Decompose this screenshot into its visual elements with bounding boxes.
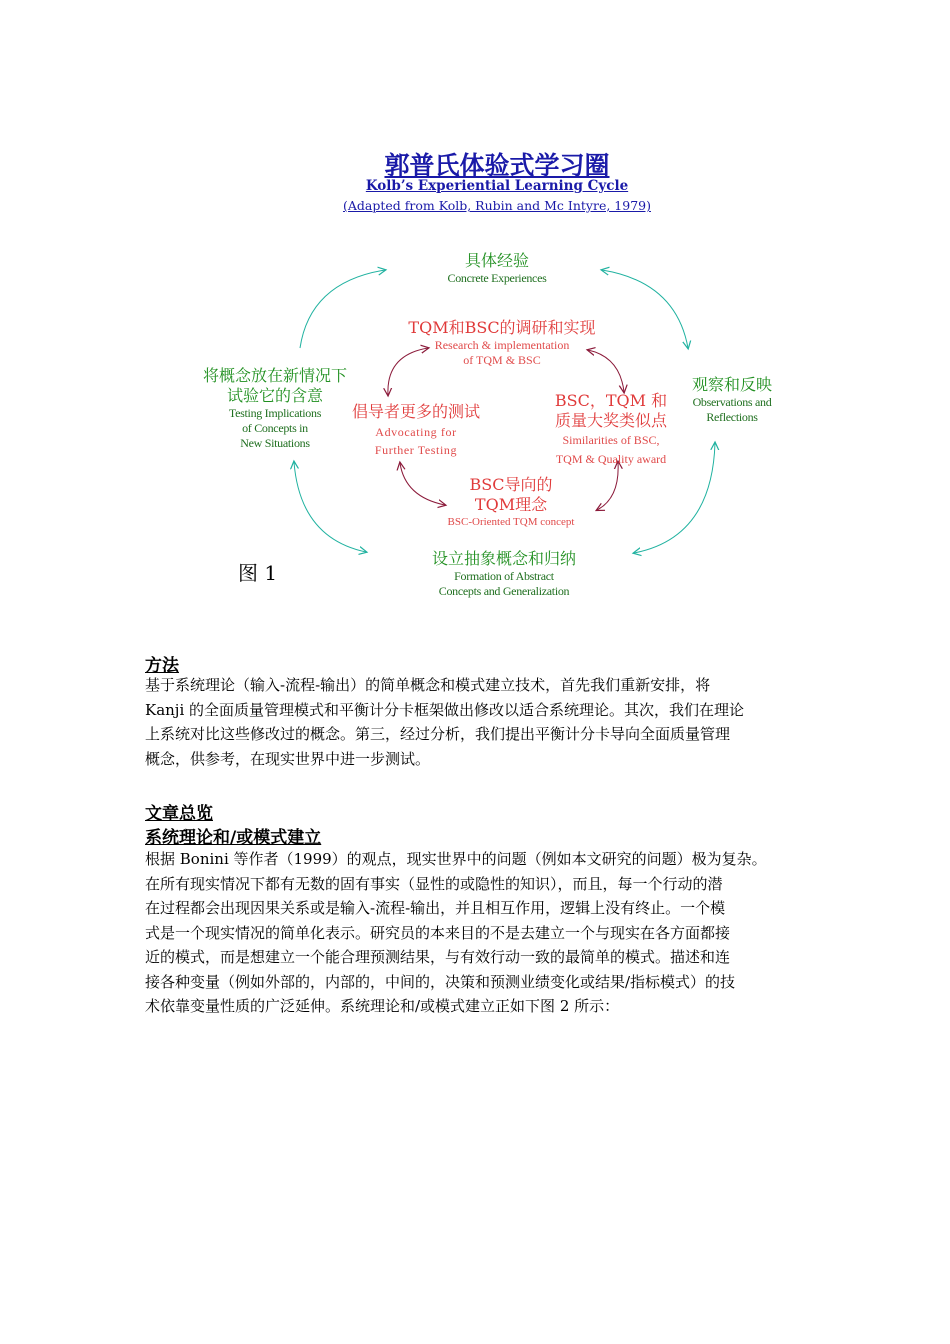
paragraph-line: 概念，供参考，在现实世界中进一步测试。 xyxy=(145,749,431,768)
node-label-en: Concrete Experiences xyxy=(447,271,547,285)
node-advocating-testing xyxy=(338,401,494,459)
node-similarities xyxy=(548,391,674,469)
paragraph-line: Kanji 的全面质量管理模式和平衡计分卡框架做出修改以适合系统理论。其次，我们在理论 xyxy=(145,700,745,719)
node-label-cn: TQM和BSC的调研和实现 xyxy=(408,318,596,337)
paragraph-line: 近的模式，而是想建立一个能合理预测结果，与有效行动一致的最简单的模式。描述和连 xyxy=(145,948,731,966)
figure-label: 图 1 xyxy=(238,561,278,585)
outer-arrow-bottom-left xyxy=(294,462,366,552)
node-label-en-2: of Concepts in xyxy=(242,421,308,435)
outer-arrow-top-left xyxy=(300,270,385,348)
node-abstract-concepts xyxy=(394,549,614,599)
node-label-en-1: Similarities of BSC, xyxy=(562,433,660,447)
paragraph-line: 上系统对比这些修改过的概念。第三，经过分析，我们提出平衡计分卡导向全面质量管理 xyxy=(145,725,731,743)
node-label-cn: 观察和反映 xyxy=(691,375,772,394)
paragraph-line: 在过程都会出现因果关系或是输入-流程-输出，并且相互作用，逻辑上没有终止。一个模 xyxy=(145,899,726,917)
node-label-en-1: Research & implementation xyxy=(434,338,570,352)
node-research-implementation xyxy=(392,318,612,368)
node-label-cn-1: 将概念放在新情况下 xyxy=(202,366,347,385)
node-observations-reflections xyxy=(662,375,802,425)
node-label-en-3: New Situations xyxy=(240,436,310,450)
node-label-en-2: Reflections xyxy=(706,410,758,424)
node-label-cn: 具体经验 xyxy=(464,251,529,270)
outer-arrow-top-right xyxy=(602,270,688,348)
figure-title-en: Kolb’s Experiential Learning Cycle xyxy=(365,178,629,194)
node-label-en-1: Advocating for xyxy=(375,425,457,439)
paragraph-line: 式是一个现实情况的简单化表示。研究员的本来目的不是去建立一个与现实在各方面都接 xyxy=(145,923,731,942)
node-label-cn-2: 试验它的含意 xyxy=(226,386,323,405)
paragraph-line: 根据 Bonini 等作者（1999）的观点，现实世界中的问题（例如本文研究的问题）极为复杂。 xyxy=(145,850,767,868)
node-label-en-1: Observations and xyxy=(692,395,772,409)
paragraph-method xyxy=(145,673,810,771)
node-label-en-2: Further Testing xyxy=(374,443,458,457)
section-heading-method: 方法 xyxy=(145,656,179,676)
section-subheading-systems-theory: 系统理论和/或模式建立 xyxy=(145,828,322,848)
node-label-en-2: Concepts and Generalization xyxy=(438,584,570,598)
paragraph-systems-theory xyxy=(145,847,810,1019)
section-heading-overview: 文章总览 xyxy=(145,804,213,824)
paragraph-line: 接各种变量（例如外部的，内部的，中间的，决策和预测业绩变化或结果/指标模式）的技 xyxy=(145,972,736,991)
node-label-cn: 倡导者更多的测试 xyxy=(351,402,480,421)
node-bsc-oriented-tqm xyxy=(421,475,601,530)
node-label-en: BSC-Oriented TQM concept xyxy=(447,516,575,528)
node-label-en-2: TQM & Quality award xyxy=(555,452,667,466)
figure-title-cn: 郭普氏体验式学习圈 xyxy=(384,151,610,180)
paragraph-line: 在所有现实情况下都有无数的固有事实（显性的或隐性的知识），而且，每一个行动的潜 xyxy=(145,874,723,893)
node-label-cn-2: 质量大奖类似点 xyxy=(554,411,667,430)
figure-source: (Adapted from Kolb, Rubin and Mc Intyre, 1979) xyxy=(342,198,651,213)
node-label-cn-2: TQM理念 xyxy=(474,495,548,514)
paragraph-line: 术依靠变量性质的广泛延伸。系统理论和/或模式建立正如下图 2 所示： xyxy=(145,997,620,1015)
node-label-en-1: Formation of Abstract xyxy=(454,569,554,583)
node-label-en-1: Testing Implications xyxy=(228,406,322,420)
paragraph-line: 基于系统理论（输入-流程-输出）的简单概念和模式建立技术，首先我们重新安排，将 xyxy=(145,676,711,694)
node-concrete-experiences xyxy=(397,251,597,286)
node-label-en-2: of TQM & BSC xyxy=(463,353,541,367)
node-label-cn-1: BSC导向的 xyxy=(469,475,553,494)
node-label-cn-1: BSC，TQM 和 xyxy=(554,391,668,410)
node-label-cn: 设立抽象概念和归纳 xyxy=(431,549,576,568)
